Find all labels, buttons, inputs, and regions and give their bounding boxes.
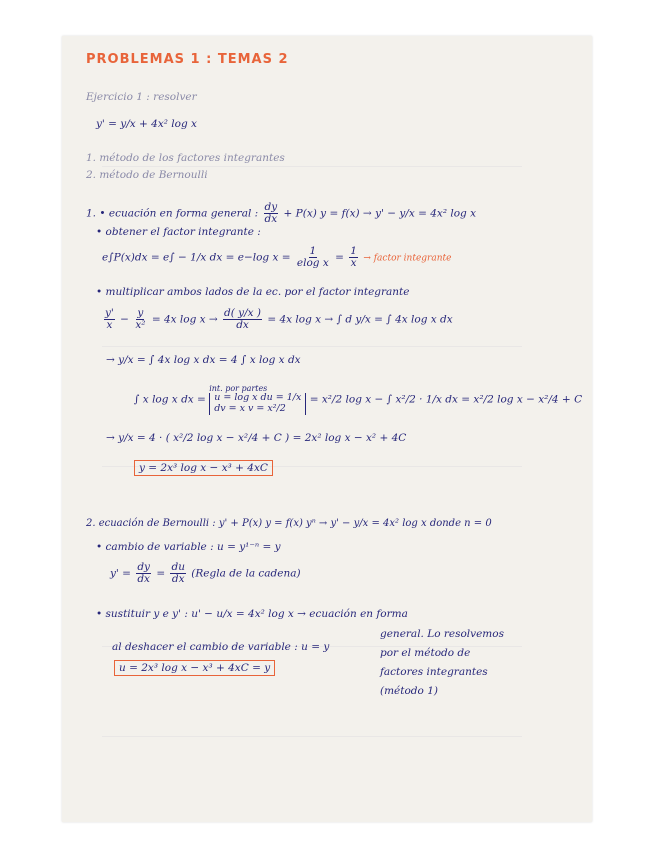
- m1-multiplied-equation: $\frac{y'}{x}$ − $\frac{y}{\text{x²}}$ = 4x log x → $\frac{d( y/x )}{dx}$ = 4x log x → ∫ d y/x = ∫ 4x log x dx: [105, 307, 453, 332]
- m1-general-form-eq: + P(x) y = f(x) → y' − y/x = 4x² log x: [283, 207, 477, 220]
- m2-result-box: u = 2x³ log x − x³ + 4xC = y: [114, 660, 275, 676]
- exercise-heading: Ejercicio 1 : resolver: [86, 91, 197, 103]
- m2-note-line-1: general. Lo resolvemos: [380, 628, 504, 640]
- m1-parts-integration: ∫ x log x dx = int. por partes u = log x du = 1/x dv = x v = x²/2 = x²/2 log x − ∫ x²/2 · 1/x dx = x²/2 log x − x²/4 + C: [134, 384, 583, 414]
- m2-note-line-3: factores integrantes: [380, 666, 488, 678]
- m1-general-form-label: 1. • ecuación en forma general :: [86, 207, 259, 220]
- m1-step-multiply: • multiplicar ambos lados de la ec. por el factor integrante: [96, 286, 410, 298]
- m1-integral-step: → y/x = ∫ 4x log x dx = 4 ∫ x log x dx: [106, 354, 301, 366]
- method-item-1: 1. método de los factores integrantes: [86, 152, 285, 164]
- dy-dx-fraction: $\frac{dy}{dx}$: [264, 201, 278, 226]
- m2-note-line-2: por el método de: [380, 647, 471, 659]
- m1-factor-equation: e∫P(x)dx = e∫ − 1/x dx = e−log x = $\frac{1}{\text{elog x}}$ = $\frac{1}{x}$ → factor integrante: [102, 245, 452, 270]
- m2-note-line-4: (método 1): [380, 685, 438, 697]
- m1-general-form: [86, 202, 476, 225]
- m1-substitution-step: → y/x = 4 · ( x²/2 log x − x²/4 + C ) = 2x² log x − x² + 4C: [106, 432, 407, 444]
- m2-change-variable: • cambio de variable : u = y¹⁻ⁿ = y: [96, 541, 281, 553]
- page-title: PROBLEMAS 1 : TEMAS 2: [86, 52, 289, 67]
- m2-chain-rule: y' = $\frac{dy}{dx}$ = $\frac{du}{dx}$ (Regla de la cadena): [110, 561, 301, 586]
- m1-step-factor: • obtener el factor integrante :: [96, 226, 261, 238]
- m2-substitute: • sustituir y e y' : u' − u/x = 4x² log x → ecuación en forma: [96, 608, 408, 620]
- notebook-page: [62, 36, 592, 822]
- method-item-2: 2. método de Bernoulli: [86, 169, 208, 181]
- m2-undo-change: al deshacer el cambio de variable : u = y: [112, 641, 330, 653]
- int-por-partes-note: int. por partes: [209, 384, 268, 393]
- exercise-equation: y' = y/x + 4x² log x: [96, 118, 197, 130]
- m2-bernoulli-form: 2. ecuación de Bernoulli : y' + P(x) y = f(x) yⁿ → y' − y/x = 4x² log x donde n = 0: [86, 518, 492, 529]
- m1-result-box: y = 2x³ log x − x³ + 4xC: [134, 460, 273, 476]
- factor-integrante-note: → factor integrante: [363, 253, 452, 264]
